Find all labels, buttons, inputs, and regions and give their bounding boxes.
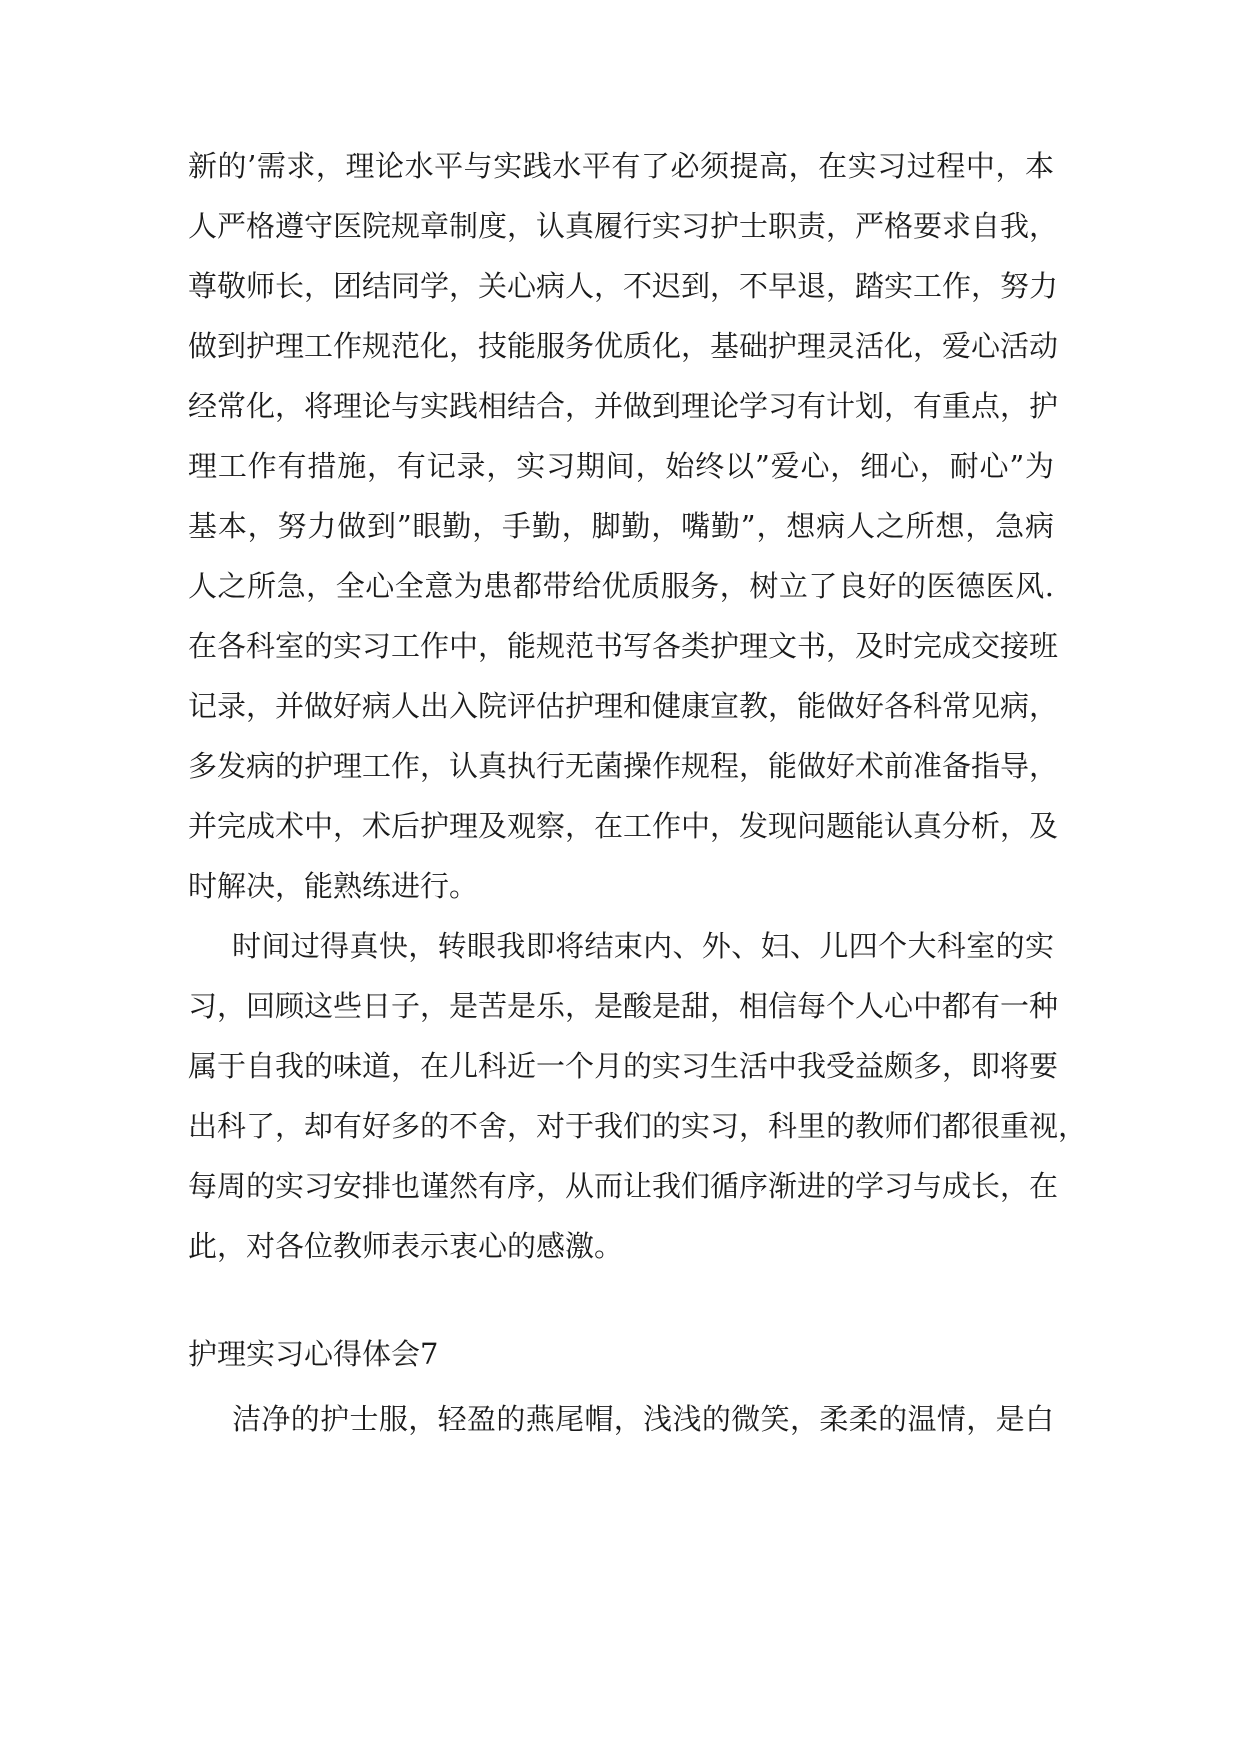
body-text-line: 出科了，却有好多的不舍，对于我们的实习，科里的教师们都很重视， <box>188 1109 1088 1143</box>
section-heading: 护理实习心得体会7 <box>188 1337 439 1371</box>
body-text-line: 理工作有措施，有记录，实习期间，始终以”爱心，细心，耐心”为 <box>188 449 1054 483</box>
body-text-line: 在各科室的实习工作中，能规范书写各类护理文书，及时完成交接班 <box>188 629 1059 663</box>
body-text-line: 时间过得真快，转眼我即将结束内、外、妇、儿四个大科室的实 <box>232 929 1054 963</box>
body-text-line: 多发病的护理工作，认真执行无菌操作规程，能做好术前准备指导， <box>188 749 1059 783</box>
body-text-line: 属于自我的味道，在儿科近一个月的实习生活中我受益颇多，即将要 <box>188 1049 1059 1083</box>
body-text-line: 人严格遵守医院规章制度，认真履行实习护士职责，严格要求自我， <box>188 209 1059 243</box>
body-text-line: 新的’需求，理论水平与实践水平有了必须提高，在实习过程中，本 <box>188 149 1054 183</box>
body-text-line: 经常化，将理论与实践相结合，并做到理论学习有计划，有重点，护 <box>188 389 1059 423</box>
body-text-line: 时解决，能熟练进行。 <box>188 869 479 903</box>
body-text-line: 洁净的护士服，轻盈的燕尾帽，浅浅的微笑，柔柔的温情，是白 <box>232 1402 1054 1436</box>
body-text-line: 做到护理工作规范化，技能服务优质化，基础护理灵活化，爱心活动 <box>188 329 1059 363</box>
body-text-line: 基本，努力做到”眼勤，手勤，脚勤，嘴勤”，想病人之所想，急病 <box>188 509 1054 543</box>
body-text-line: 人之所急，全心全意为患都带给优质服务，树立了良好的医德医风. <box>188 569 1054 603</box>
body-text-line: 习，回顾这些日子，是苦是乐，是酸是甜，相信每个人心中都有一种 <box>188 989 1059 1023</box>
body-text-line: 此，对各位教师表示衷心的感激。 <box>188 1229 624 1263</box>
body-text-line: 每周的实习安排也谨然有序，从而让我们循序渐进的学习与成长，在 <box>188 1169 1059 1203</box>
body-text-line: 尊敬师长，团结同学，关心病人，不迟到，不早退，踏实工作，努力 <box>188 269 1059 303</box>
body-text-line: 记录，并做好病人出入院评估护理和健康宣教，能做好各科常见病， <box>188 689 1059 723</box>
body-text-line: 并完成术中，术后护理及观察，在工作中，发现问题能认真分析，及 <box>188 809 1059 843</box>
